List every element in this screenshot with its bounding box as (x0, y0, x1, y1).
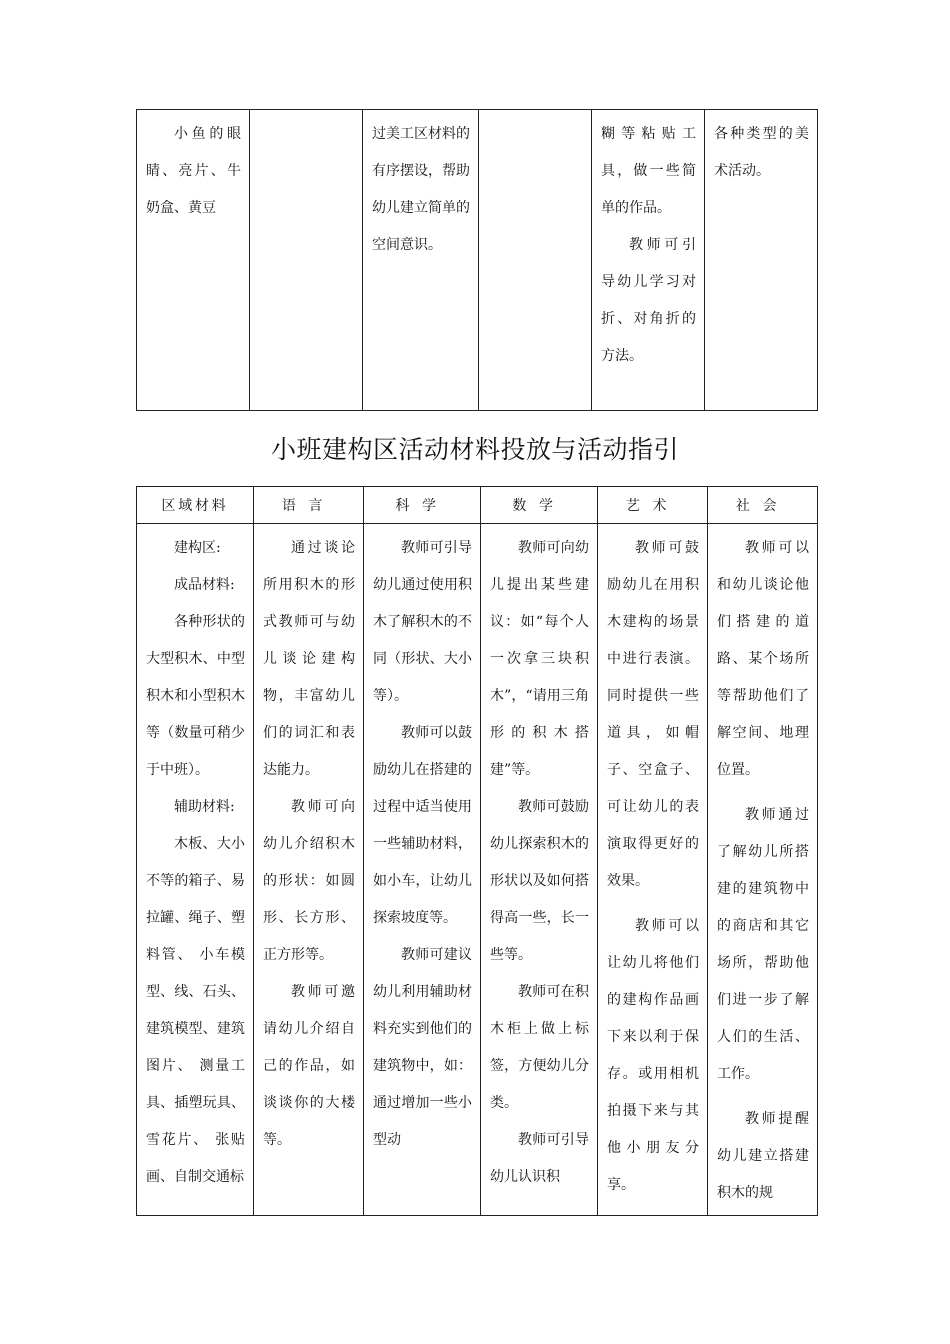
top-cell-art (592, 110, 705, 411)
top-cell-empty-1 (250, 110, 363, 411)
top-cell-text: 各种类型的美术活动。 (714, 126, 809, 179)
header-art: 艺术 (598, 487, 708, 524)
cell-paragraph: 教师可向幼儿介绍积木的形状：如圆形、长方形、正方形等。 (263, 799, 355, 963)
cell-paragraph: 教师可引导幼儿认识积 (490, 1132, 589, 1185)
social-cell (708, 524, 818, 1216)
top-cell-social (705, 110, 818, 411)
cell-paragraph: 成品材料: (174, 577, 235, 593)
top-continuation-table (136, 109, 818, 411)
cell-paragraph: 辅助材料: (174, 799, 235, 815)
cell-paragraph: 教师可以让幼儿将他们的建构作品画下来以利于保存。或用相机拍摄下来与其他小朋友分享。 (607, 918, 699, 1193)
header-materials: 区域材料 (137, 487, 254, 524)
top-cell-science (363, 110, 479, 411)
cell-paragraph: 教师可以鼓励幼儿在搭建的过程中适当使用一些辅助材料，如小车，让幼儿探索坡度等。 (373, 725, 472, 926)
cell-paragraph: 教师可以和幼儿谈论他们搭建的道路、某个场所等帮助他们了解空间、地理位置。 (717, 540, 809, 778)
cell-paragraph: 教师可建议幼儿利用辅助材料充实到他们的建筑物中，如：通过增加一些小型动 (373, 947, 472, 1148)
header-social: 社会 (708, 487, 818, 524)
cell-paragraph: 教师可鼓励幼儿在用积木建构的场景中进行表演。同时提供一些道具，如帽子、空盒子、可让幼儿的表演取得更好的效果。 (607, 540, 699, 889)
math-cell (481, 524, 598, 1216)
table-row (137, 524, 818, 1216)
science-cell (364, 524, 481, 1216)
cell-paragraph: 教师可鼓励幼儿探索积木的形状以及如何搭得高一些，长一些等。 (490, 799, 589, 963)
header-science: 科学 (364, 487, 481, 524)
header-math: 数学 (481, 487, 598, 524)
table-header-row (137, 487, 818, 524)
construction-area-table (136, 486, 818, 1216)
cell-paragraph: 教师提醒幼儿建立搭建积木的规 (717, 1111, 809, 1201)
top-cell-text: 小鱼的眼睛、亮片、牛奶盒、黄豆 (146, 126, 241, 216)
language-cell (254, 524, 364, 1216)
top-cell-text: 糊等粘贴工具，做一些简单的作品。 (601, 126, 696, 216)
materials-cell (137, 524, 254, 1216)
cell-paragraph: 教师通过了解幼儿所搭建的建筑物中的商店和其它场所，帮助他们进一步了解人们的生活、工作。 (717, 807, 809, 1082)
cell-paragraph: 教师可向幼儿提出某些建议：如“每个人一次拿三块积木”，“请用三角形的积木搭建”等。 (490, 540, 589, 778)
cell-paragraph: 教师可邀请幼儿介绍自己的作品，如谈谈你的大楼等。 (263, 984, 355, 1148)
cell-paragraph: 教师可引导幼儿通过使用积木了解积木的不同（形状、大小等）。 (373, 540, 472, 704)
cell-paragraph: 建构区: (174, 540, 221, 556)
cell-paragraph: 各种形状的大型积木、中型积木和小型积木等（数量可稍少于中班）。 (146, 614, 245, 778)
cell-paragraph: 通过谈论所用积木的形式教师可与幼儿谈论建构物，丰富幼儿们的词汇和表达能力。 (263, 540, 355, 778)
cell-paragraph: 教师可在积木柜上做上标签，方便幼儿分类。 (490, 984, 589, 1111)
top-cell-materials (137, 110, 250, 411)
cell-paragraph: 木板、大小不等的箱子、易拉罐、绳子、塑料管、 小车模型、线、石头、建筑模型、建筑图片、 测量工具、插塑玩具、雪花片、 张贴画、自制交通标 (146, 836, 245, 1185)
top-cell-empty-2 (479, 110, 592, 411)
section-title: 小班建构区活动材料投放与活动指引 (270, 435, 679, 464)
top-cell-text: 教师可引导幼儿学习对折、对角折的方法。 (601, 237, 696, 364)
header-language: 语言 (254, 487, 364, 524)
top-cell-text: 过美工区材料的有序摆设，帮助幼儿建立简单的空间意识。 (372, 126, 470, 253)
art-cell (598, 524, 708, 1216)
